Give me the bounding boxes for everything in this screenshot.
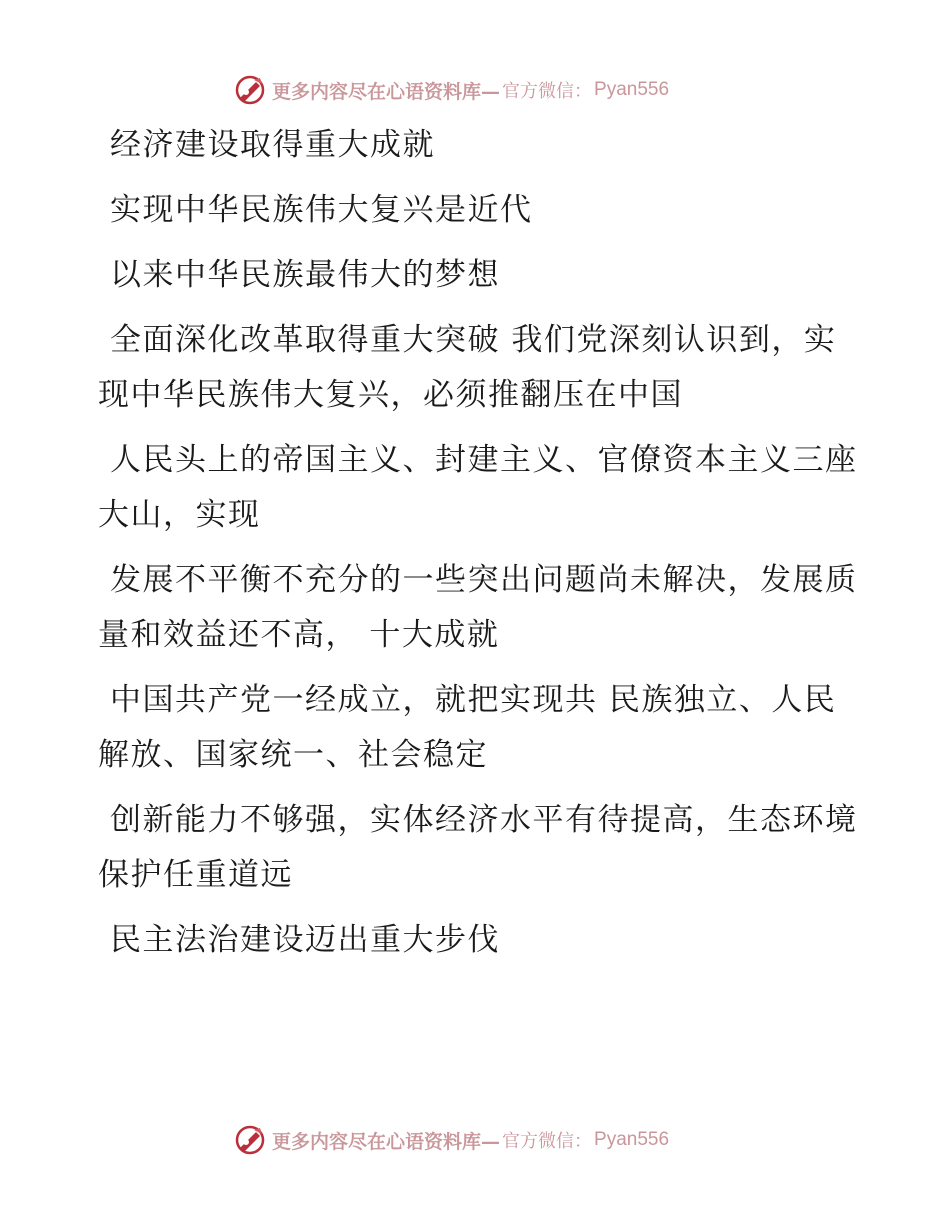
logo-icon [234,1124,266,1156]
paragraph: 创新能力不够强，实体经济水平有待提高，生态环境保护任重道远 [98,802,858,893]
watermark-text: 更多内容尽在心语资料库— [272,1130,501,1153]
document-body [98,118,858,978]
paragraph: 民主法治建设迈出重大步伐 [110,922,500,958]
paragraph: 经济建设取得重大成就 [110,127,435,163]
logo-icon [234,74,266,106]
paragraph: 全面深化改革取得重大突破 我们党深刻认识到，实现中华民族伟大复兴，必须推翻压在中国 [98,322,837,413]
paragraph: 实现中华民族伟大复兴是近代 [110,192,533,228]
header-watermark [234,72,669,108]
paragraph: 以来中华民族最伟大的梦想 [110,257,500,293]
paragraph: 中国共产党一经成立，就把实现共 民族独立、人民解放、国家统一、社会稳定 [98,682,837,773]
footer-watermark [234,1122,669,1158]
watermark-wechat-id: Pyan556 [594,1129,670,1150]
watermark-label: 官方微信： [502,1131,593,1152]
watermark-wechat-id: Pyan556 [594,79,670,100]
paragraph: 发展不平衡不充分的一些突出问题尚未解决，发展质量和效益还不高， 十大成就 [98,562,858,653]
paragraph: 人民头上的帝国主义、封建主义、官僚资本主义三座大山，实现 [98,442,858,533]
watermark-text: 更多内容尽在心语资料库— [272,80,501,103]
watermark-label: 官方微信： [502,81,593,102]
